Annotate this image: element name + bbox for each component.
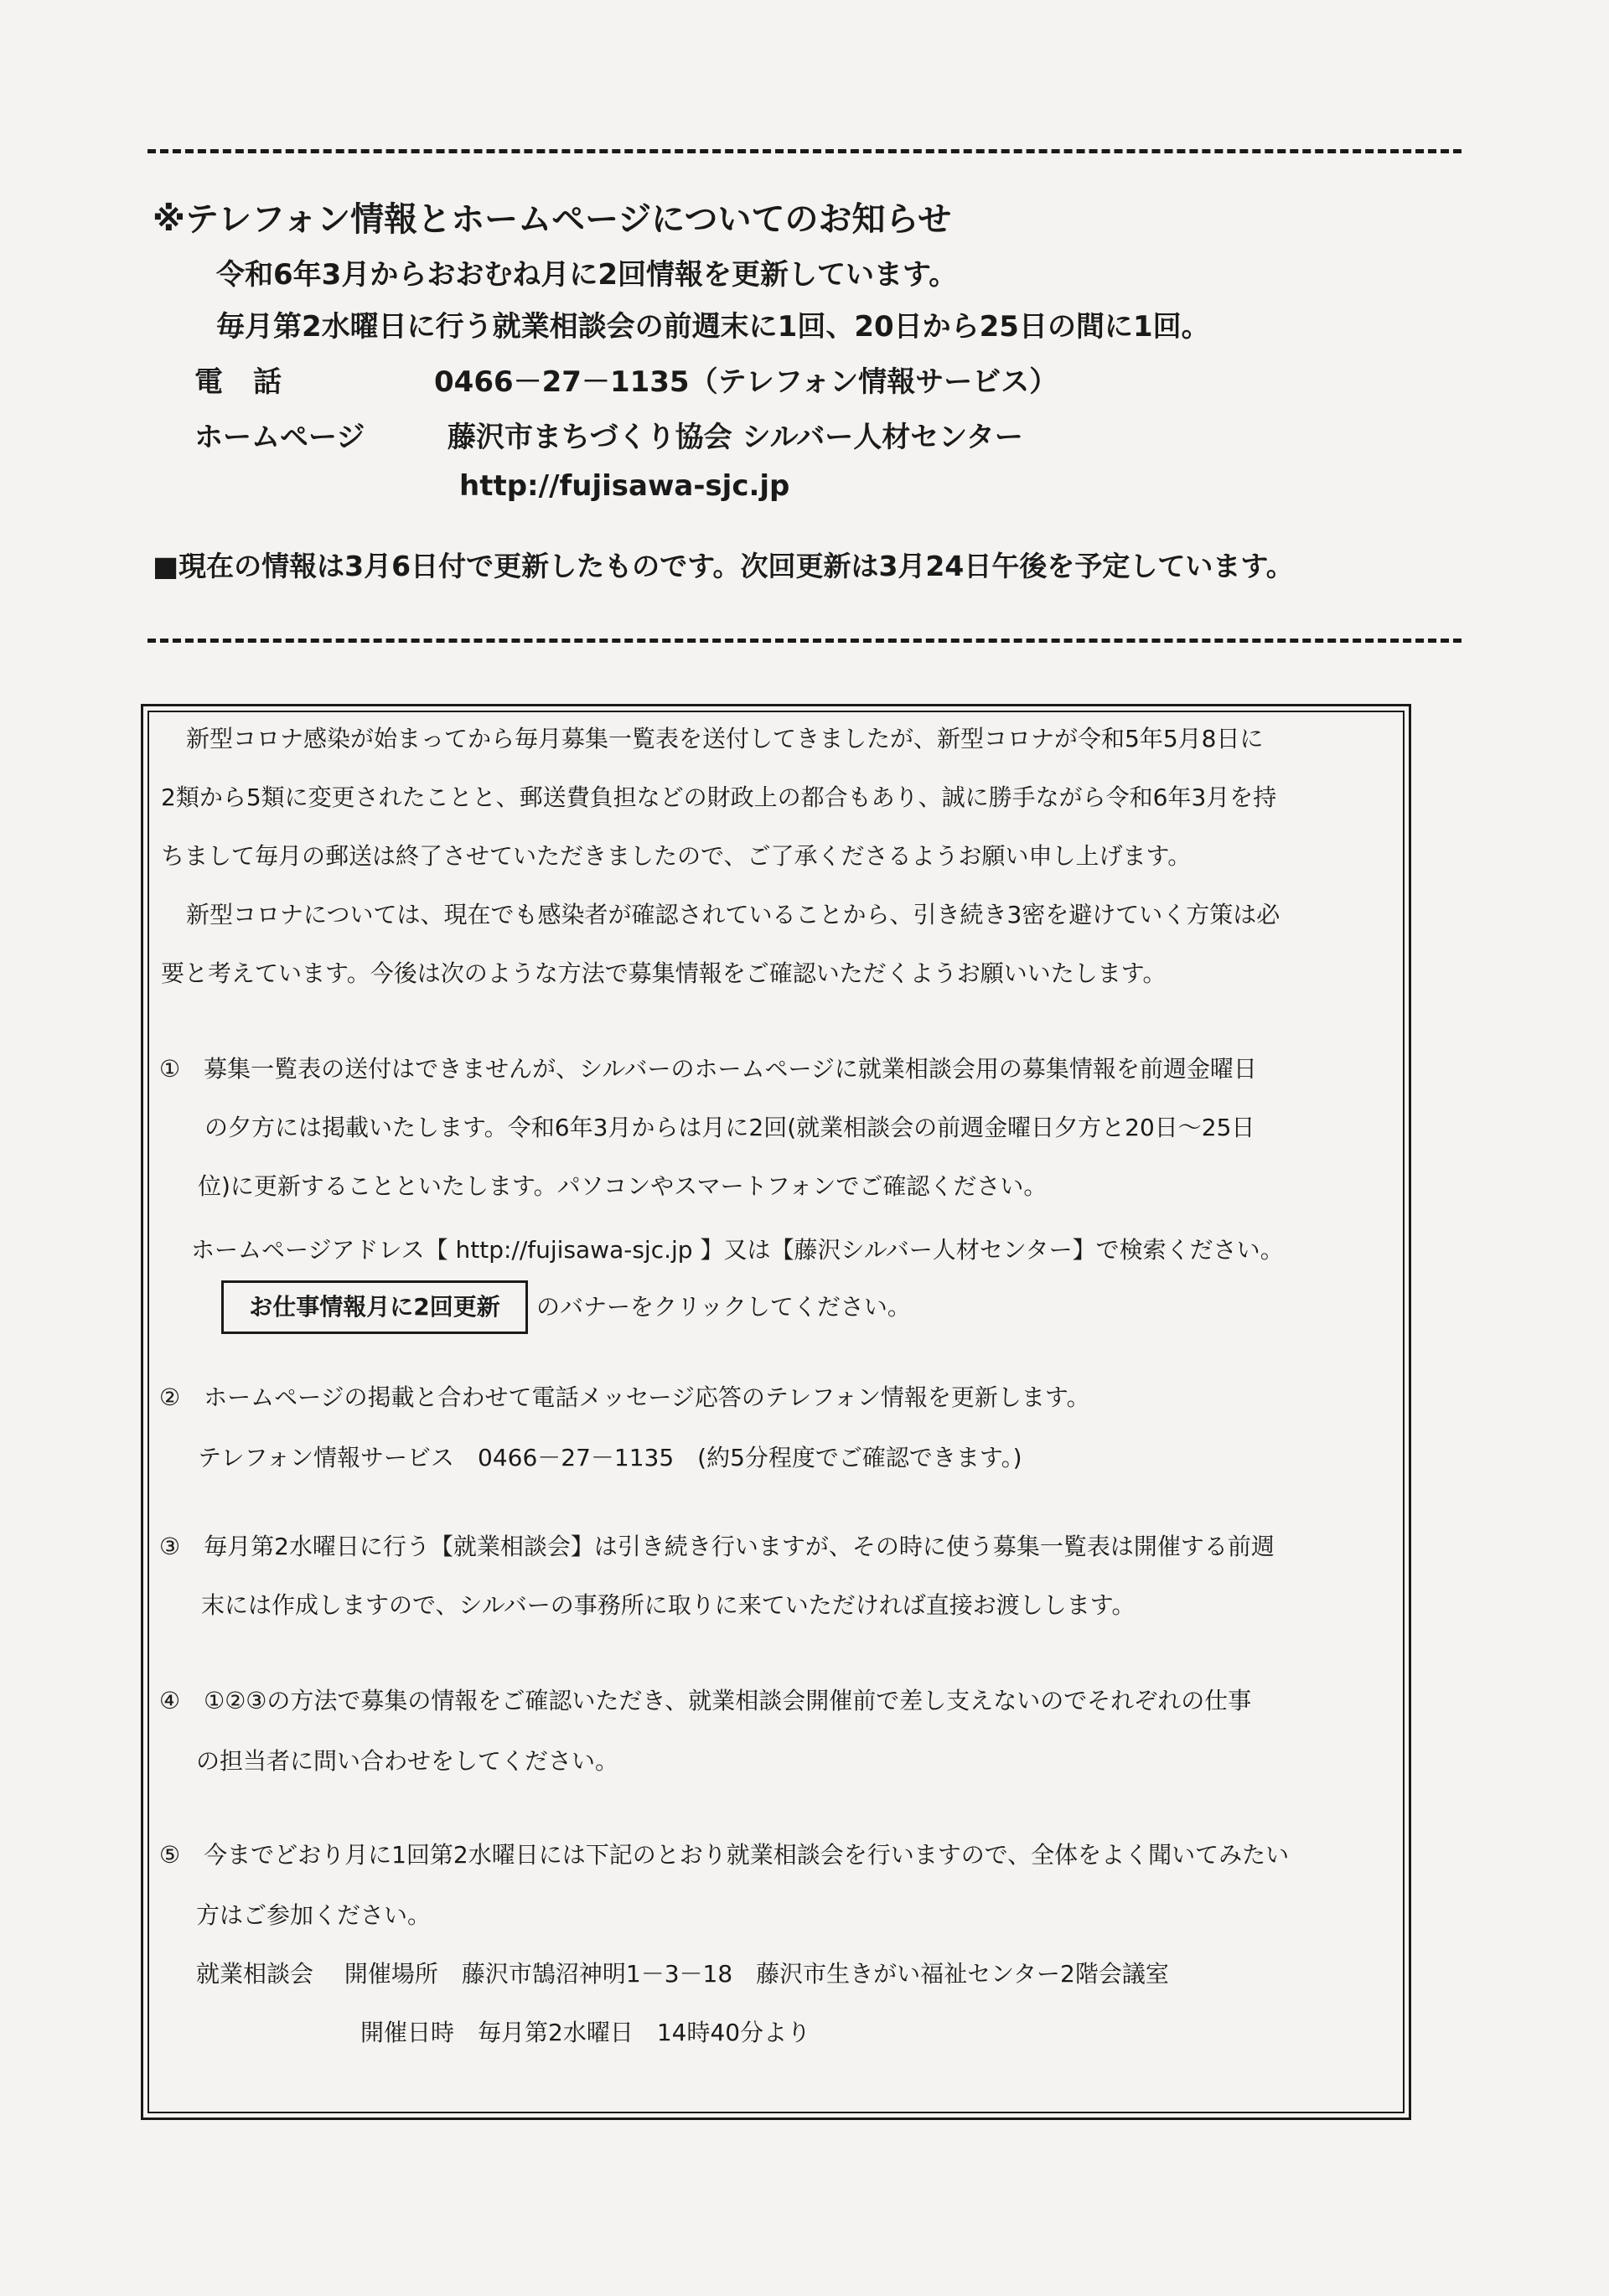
item2-line-1: ② ホームページの掲載と合わせて電話メッセージ応答のテレフォン情報を更新します。 [159,1383,1090,1411]
item1-line-3: 位)に更新することといたします。パソコンやスマートフォンでご確認ください。 [198,1172,1048,1200]
item3-line-1: ③ 毎月第2水曜日に行う【就業相談会】は引き続き行いますが、その時に使う募集一覧表は開催する前週 [159,1533,1275,1560]
homepage-name: 藤沢市まちづくり協会 シルバー人材センター [448,421,1023,454]
p2-line-1: 新型コロナについては、現在でも感染者が確認されていることから、引き続き3密を避けていく方策は必 [186,901,1280,928]
current-info-note: ■現在の情報は3月6日付で更新したものです。次回更新は3月24日午後を予定しています。 [153,550,1294,582]
homepage-label: ホームページ [194,421,365,454]
p1-line-3: ちまして毎月の郵送は終了させていただきましたので、ご了承くださるようお願い申し上げます。 [161,842,1192,870]
item4-line-1: ④ ①②③の方法で募集の情報をご確認いただき、就業相談会開催前で差し支えないのでそれぞれの仕事 [159,1687,1252,1714]
consultation-datetime: 開催日時 毎月第2水曜日 14時40分より [360,2019,811,2046]
p1-line-2: 2類から5類に変更されたことと、郵送費負担などの財政上の都合もあり、誠に勝手ながら令和6年3月を持 [161,783,1277,811]
banner-instruction: のバナーをクリックしてください。 [536,1293,911,1321]
telephone-number: 0466－27－1135（テレフォン情報サービス） [434,365,1058,399]
notice-line-1: 令和6年3月からおおむね月に2回情報を更新しています。 [216,258,958,292]
telephone-label: 電話 [194,365,312,399]
notice-title: ※テレフォン情報とホームページについてのお知らせ [153,200,952,239]
item1-address: ホームページアドレス【 http://fujisawa-sjc.jp 】又は【藤沢シルバー人材センター】で検索ください。 [191,1236,1284,1264]
top-dashed-divider [147,149,1462,153]
item2-line-2: テレフォン情報サービス 0466－27－1135 (約5分程度でご確認できます。) [198,1444,1022,1471]
job-info-banner: お仕事情報月に2回更新 [221,1280,528,1334]
consultation-venue: 就業相談会 開催場所 藤沢市鵠沼神明1－3－18 藤沢市生きがい福祉センター2階会議室 [196,1960,1169,1988]
p1-line-1: 新型コロナ感染が始まってから毎月募集一覧表を送付してきましたが、新型コロナが令和5年5月8日に [186,725,1264,752]
item1-line-2: の夕方には掲載いたします。令和6年3月からは月に2回(就業相談会の前週金曜日夕方と20日～25日 [204,1114,1255,1141]
p2-line-2: 要と考えています。今後は次のような方法で募集情報をご確認いただくようお願いいたします。 [161,959,1167,987]
item5-line-2: 方はご参加ください。 [196,1901,432,1929]
item3-line-2: 末には作成しますので、シルバーの事務所に取りに来ていただければ直接お渡しします。 [201,1591,1136,1619]
item5-line-1: ⑤ 今までどおり月に1回第2水曜日には下記のとおり就業相談会を行いますので、全体をよく聞いてみたい [159,1841,1290,1869]
homepage-url: http://fujisawa-sjc.jp [459,469,790,503]
item1-line-1: ① 募集一覧表の送付はできませんが、シルバーのホームページに就業相談会用の募集情報を前週金曜日 [159,1055,1257,1083]
item4-line-2: の担当者に問い合わせをしてください。 [196,1747,619,1775]
notice-line-2: 毎月第2水曜日に行う就業相談会の前週末に1回、20日から25日の間に1回。 [216,310,1210,344]
bottom-dashed-divider [147,639,1462,643]
